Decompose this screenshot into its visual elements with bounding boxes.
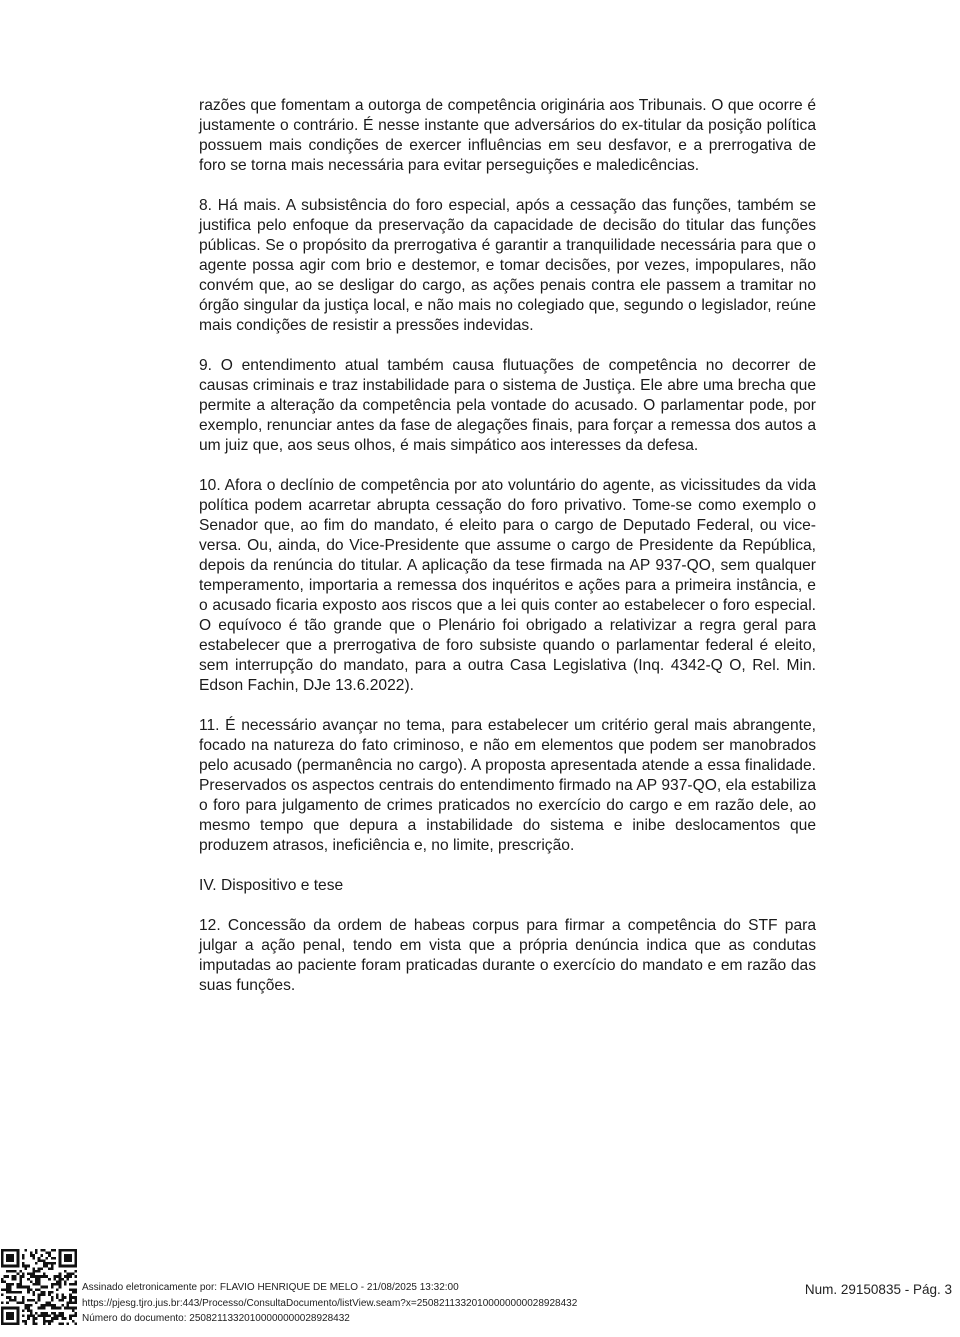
paragraph-11: 11. É necessário avançar no tema, para estabelecer um critério geral mais abrangente, focado na natureza do fato criminoso, e não em elementos que podem ser manobrados pelo acusado (permanência no cargo). A proposta apresentada atende a essa finalidade. Preservados os aspectos centrais do entendimento firmado na AP 937-QO, ela estabiliza o foro para julgamento de crimes praticados no exercício do cargo e em razão dele, ao mesmo tempo que depura a instabilidade do sistema e inibe deslocamentos que produzem atrasos, ineficiência e, no limite, prescrição. (199, 717, 816, 854)
qr-code-icon (1, 1249, 77, 1325)
paragraph-10: 10. Afora o declínio de competência por ato voluntário do agente, as vicissitudes da vida política podem acarretar abrupta cessação do foro privativo. Tome-se como exemplo o Senador que, ao fim do mandato, é eleito para o cargo de Deputado Federal, ou vice-versa. Ou, ainda, do Vice-Presidente que assume o cargo de Presidente da República, depois da renúncia do titular. A aplicação da tese firmada na AP 937-QO, sem qualquer temperamento, importaria a remessa dos inquéritos e ações para a primeira instância, e o acusado ficaria exposto aos riscos que a lei quis conter ao estabelecer o foro especial. O equívoco é tão grande que o Plenário foi obrigado a relativizar a regra geral para estabelecer que a prerrogativa de foro subsiste quando o parlamentar federal é eleito, sem interrupção do mandato, para a outra Casa Legislativa (Inq. 4342-Q O, Rel. Min. Edson Fachin, DJe 13.6.2022). (199, 477, 816, 694)
paragraph-8: 8. Há mais. A subsistência do foro especial, após a cessação das funções, também se justifica pelo enfoque da preservação da capacidade de decisão do titular das funções públicas. Se o propósito da prerrogativa é garantir a tranquilidade necessária para que o agente possa agir com brio e destemor, e tomar decisões, por vezes, impopulares, não convém que, ao se desligar do cargo, as ações penais contra ele passem a tramitar no órgão singular da justiça local, e não mais no colegiado que, segundo o legislador, reúne mais condições de resistir a pressões indevidas. (199, 197, 816, 334)
page-reference: Num. 29150835 - Pág. 3 (804, 1282, 952, 1297)
paragraph-9: 9. O entendimento atual também causa flutuações de competência no decorrer de causas criminais e traz instabilidade para o sistema de Justiça. Ele abre uma brecha que permite a alteração da competência pela vontade do acusado. O parlamentar pode, por exemplo, renunciar antes da fase de alegações finais, para forçar a remessa dos autos a um juiz que, aos seus olhos, é mais simpático aos interesses da defesa. (199, 357, 816, 454)
document-url-link[interactable]: https://pjesg.tjro.jus.br:443/Processo/ConsultaDocumento/listView.seam?x=25082113320100000000028928432 (82, 1297, 578, 1309)
paragraph-continuation: razões que fomentam a outorga de competência originária aos Tribunais. O que ocorre é justamente o contrário. É nesse instante que adversários do ex-titular da posição política possuem mais condições de exercer influências em seu desfavor, e a prerrogativa de foro se torna mais necessária para evitar perseguições e maledicências. (199, 97, 816, 174)
paragraph-12: 12. Concessão da ordem de habeas corpus para firmar a competência do STF para julgar a ação penal, tendo em vista que a própria denúncia indica que as condutas imputadas ao paciente foram praticadas durante o exercício do mandato e em razão das suas funções. (199, 917, 816, 994)
document-body (199, 96, 816, 1016)
signature-block (82, 1280, 577, 1327)
section-heading: IV. Dispositivo e tese (199, 877, 344, 894)
document-number-text: Número do documento: 25082113320100000000028928432 (82, 1313, 350, 1324)
signed-by-text: Assinado eletronicamente por: FLAVIO HENRIQUE DE MELO - 21/08/2025 13:32:00 (82, 1282, 459, 1293)
